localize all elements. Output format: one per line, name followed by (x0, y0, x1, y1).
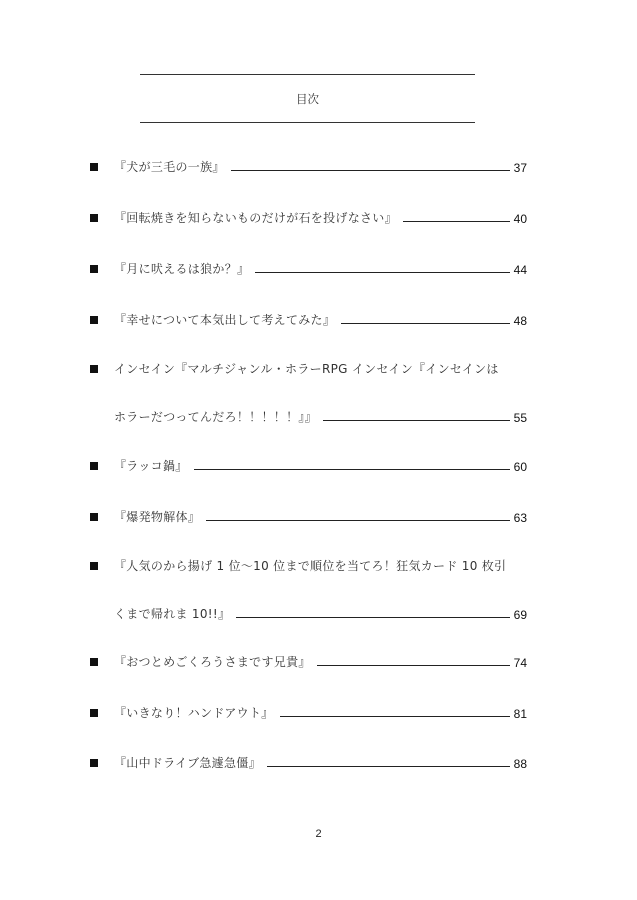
toc-entry[interactable] (90, 359, 527, 425)
toc-entry[interactable] (90, 556, 527, 622)
leader-line (206, 520, 510, 521)
entry-title: 『山中ドライブ急遽急僵』 (114, 756, 261, 770)
leader-line (267, 766, 510, 767)
entry-page: 44 (513, 263, 527, 277)
bullet-square-icon (90, 562, 98, 570)
entry-page: 37 (513, 161, 527, 175)
bullet-square-icon (90, 214, 98, 222)
bullet-square-icon (90, 658, 98, 666)
entry-page: 48 (513, 314, 527, 328)
entry-page: 88 (513, 757, 527, 771)
heading-top-rule (140, 74, 475, 75)
entry-page: 40 (513, 212, 527, 226)
leader-line (317, 665, 510, 666)
toc-entry[interactable] (90, 259, 527, 277)
leader-line (323, 420, 510, 421)
bullet-square-icon (90, 365, 98, 373)
entry-title: 『ラッコ鍋』 (114, 459, 188, 473)
bullet-square-icon (90, 316, 98, 324)
leader-line (280, 716, 510, 717)
entry-title: 『犬が三毛の一族』 (114, 160, 225, 174)
leader-line (231, 170, 510, 171)
toc-entry[interactable] (90, 456, 527, 474)
bullet-square-icon (90, 759, 98, 767)
entry-title: 『人気のから揚げ 1 位〜10 位まで順位を当てろ！狂気カード 10 枚引 (114, 559, 507, 573)
entry-title-continued: くまで帰れま 10!!』 (114, 607, 231, 621)
bullet-square-icon (90, 462, 98, 470)
bullet-square-icon (90, 709, 98, 717)
page-number: 2 (315, 828, 322, 840)
bullet-square-icon (90, 265, 98, 273)
toc-entry[interactable] (90, 507, 527, 525)
leader-line (194, 469, 510, 470)
toc-entry[interactable] (90, 157, 527, 175)
leader-line (255, 272, 509, 273)
entry-title: 『回転焼きを知らないものだけが石を投げなさい』 (114, 211, 397, 225)
entry-page: 81 (513, 707, 527, 721)
leader-line (341, 323, 509, 324)
entry-title-continued: ホラーだつってんだろ！！！！！』』 (114, 410, 317, 424)
leader-line (403, 221, 510, 222)
entry-page: 63 (513, 511, 527, 525)
entry-title: 『幸せについて本気出して考えてみた』 (114, 313, 336, 327)
toc-entry[interactable] (90, 652, 527, 670)
entry-title: 『月に吠えるは狼か？』 (114, 262, 250, 276)
toc-heading: 目次 (296, 92, 319, 106)
toc-entry[interactable] (90, 703, 527, 721)
entry-title: インセイン『マルチジャンル・ホラーRPG インセイン『インセインは (114, 362, 499, 376)
toc-entry[interactable] (90, 208, 527, 226)
entry-page: 60 (513, 460, 527, 474)
entry-title: 『いきなり！ハンドアウト』 (114, 706, 274, 720)
leader-line (236, 617, 509, 618)
entry-title: 『爆発物解体』 (114, 510, 201, 524)
toc-entry[interactable] (90, 310, 527, 328)
entry-page: 74 (513, 656, 527, 670)
entry-title: 『おつとめごくろうさまです兄貴』 (114, 655, 311, 669)
bullet-square-icon (90, 513, 98, 521)
bullet-square-icon (90, 163, 98, 171)
entry-page: 55 (513, 411, 527, 425)
heading-bottom-rule (140, 122, 475, 123)
entry-page: 69 (513, 608, 527, 622)
toc-entry[interactable] (90, 753, 527, 771)
